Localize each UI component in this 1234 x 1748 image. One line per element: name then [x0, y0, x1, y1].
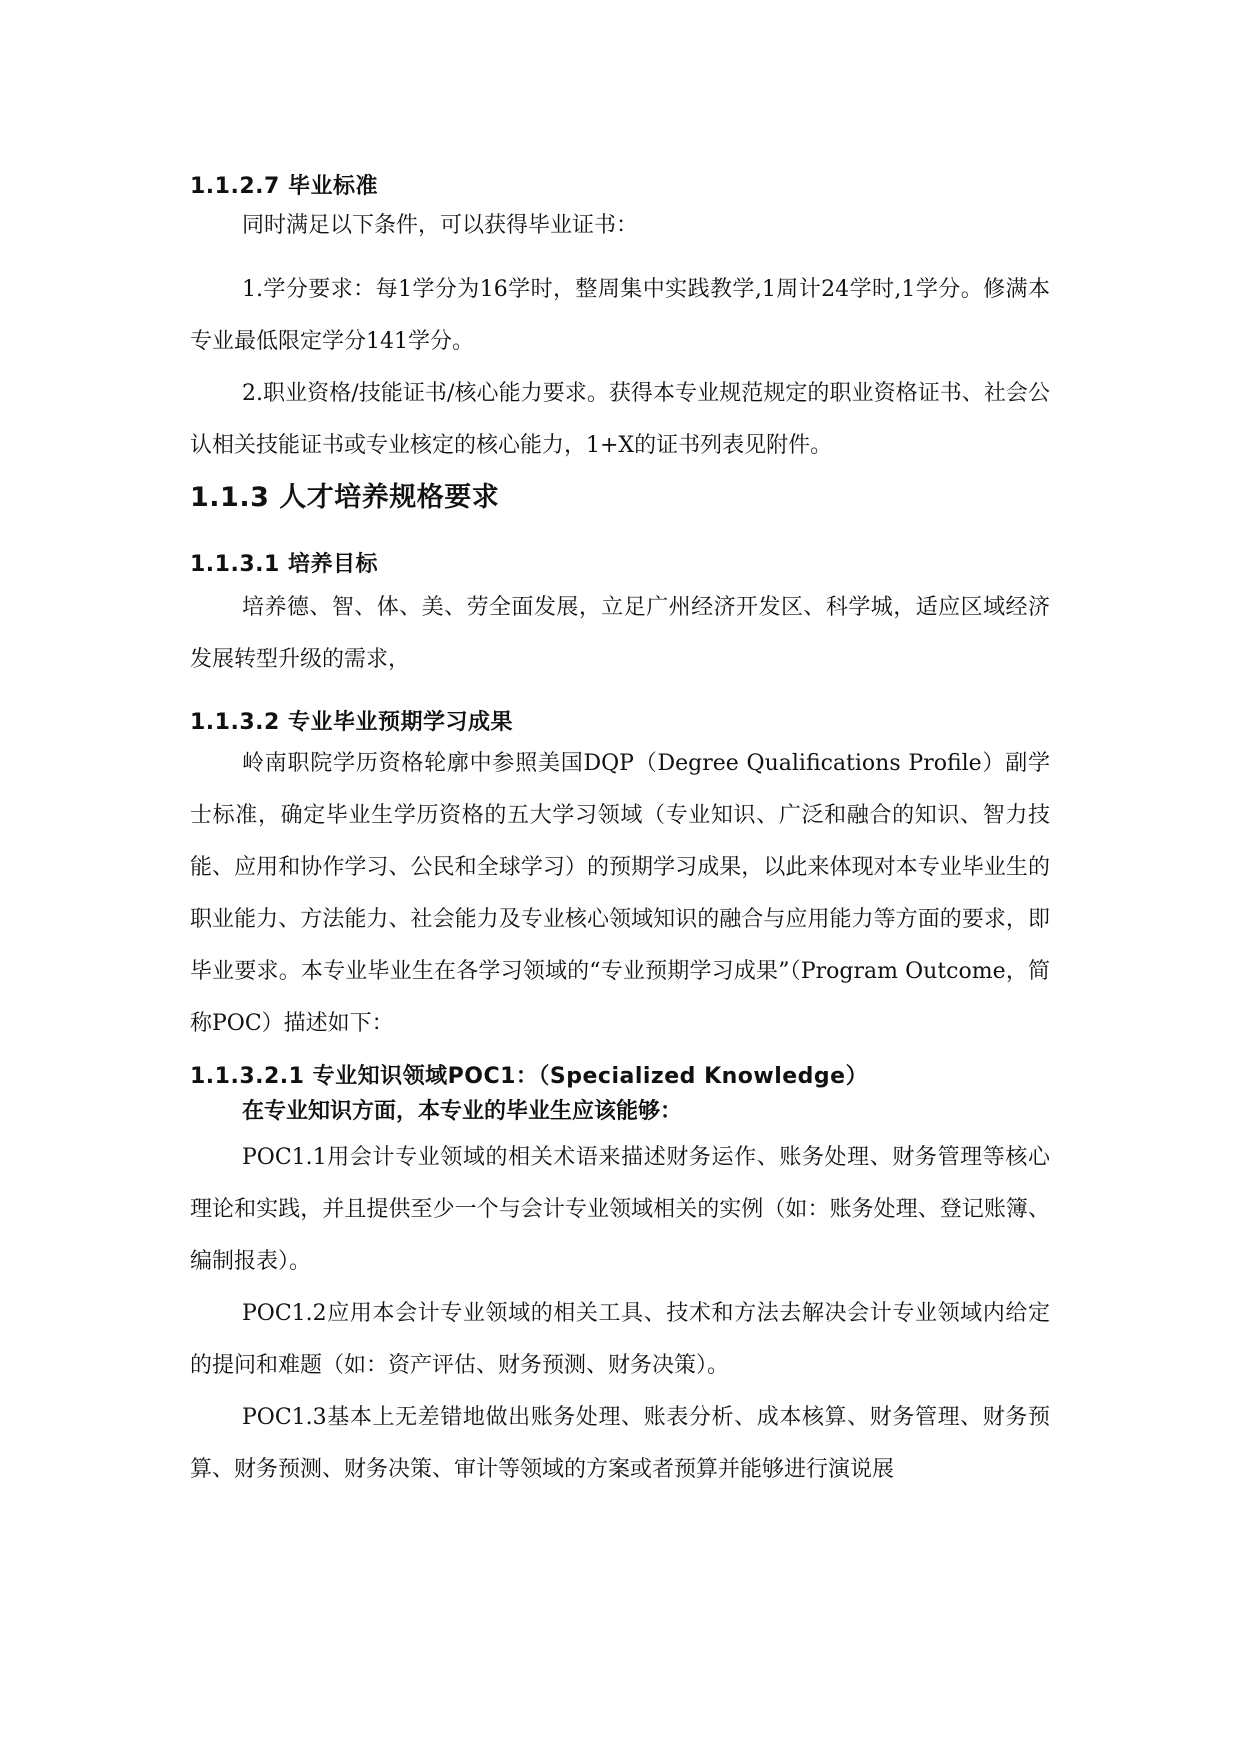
lead-specialized-knowledge: 在专业知识方面，本专业的毕业生应该能够： [242, 1099, 683, 1124]
paragraph-poc1-3: POC1.3基本上无差错地做出账务处理、账表分析、成本核算、财务管理、财务预算、财务预测、财务决策、审计等领域的方案或者预算并能够进行演说展 [190, 1405, 1050, 1482]
heading-1-1-2-7: 1.1.2.7 毕业标准 [190, 174, 378, 199]
heading-1-1-3-1: 1.1.3.1 培养目标 [190, 552, 378, 577]
paragraph-poc1-2: POC1.2应用本会计专业领域的相关工具、技术和方法去解决会计专业领域内给定的提问和难题（如：资产评估、财务预测、财务决策）。 [190, 1301, 1050, 1378]
paragraph-expected-outcomes: 岭南职院学历资格轮廓中参照美国DQP（Degree Qualifications Profile）副学士标准，确定毕业生学历资格的五大学习领域（专业知识、广泛和融合的知识、智力技能、应用和协作学习、公民和全球学习）的预期学习成果，以此来体现对本专业毕业生的职业能力、方法能力、社会能力及专业核心领域知识的融合与应用能力等方面的要求，即毕业要求。本专业毕业生在各学习领域的“专业预期学习成果”（Program Outcome，简称POC）描述如下： [190, 751, 1050, 1036]
heading-1-1-3-2-1: 1.1.3.2.1 专业知识领域POC1：（Specialized Knowledge） [190, 1064, 869, 1089]
heading-1-1-3: 1.1.3 人才培养规格要求 [190, 482, 500, 513]
paragraph-graduation-intro: 同时满足以下条件，可以获得毕业证书： [242, 213, 639, 238]
paragraph-training-goal: 培养德、智、体、美、劳全面发展，立足广州经济开发区、科学城，适应区域经济发展转型升级的需求， [190, 595, 1050, 672]
paragraph-poc1-1: POC1.1用会计专业领域的相关术语来描述财务运作、账务处理、财务管理等核心理论和实践，并且提供至少一个与会计专业领域相关的实例（如：账务处理、登记账簿、编制报表）。 [190, 1145, 1050, 1274]
heading-1-1-3-2: 1.1.3.2 专业毕业预期学习成果 [190, 710, 513, 735]
paragraph-certificate-requirement: 2.职业资格/技能证书/核心能力要求。获得本专业规范规定的职业资格证书、社会公认相关技能证书或专业核定的核心能力，1+X的证书列表见附件。 [190, 381, 1050, 458]
paragraph-credit-requirement: 1.学分要求：每1学分为16学时，整周集中实践教学,1周计24学时,1学分。修满本专业最低限定学分141学分。 [190, 277, 1050, 354]
